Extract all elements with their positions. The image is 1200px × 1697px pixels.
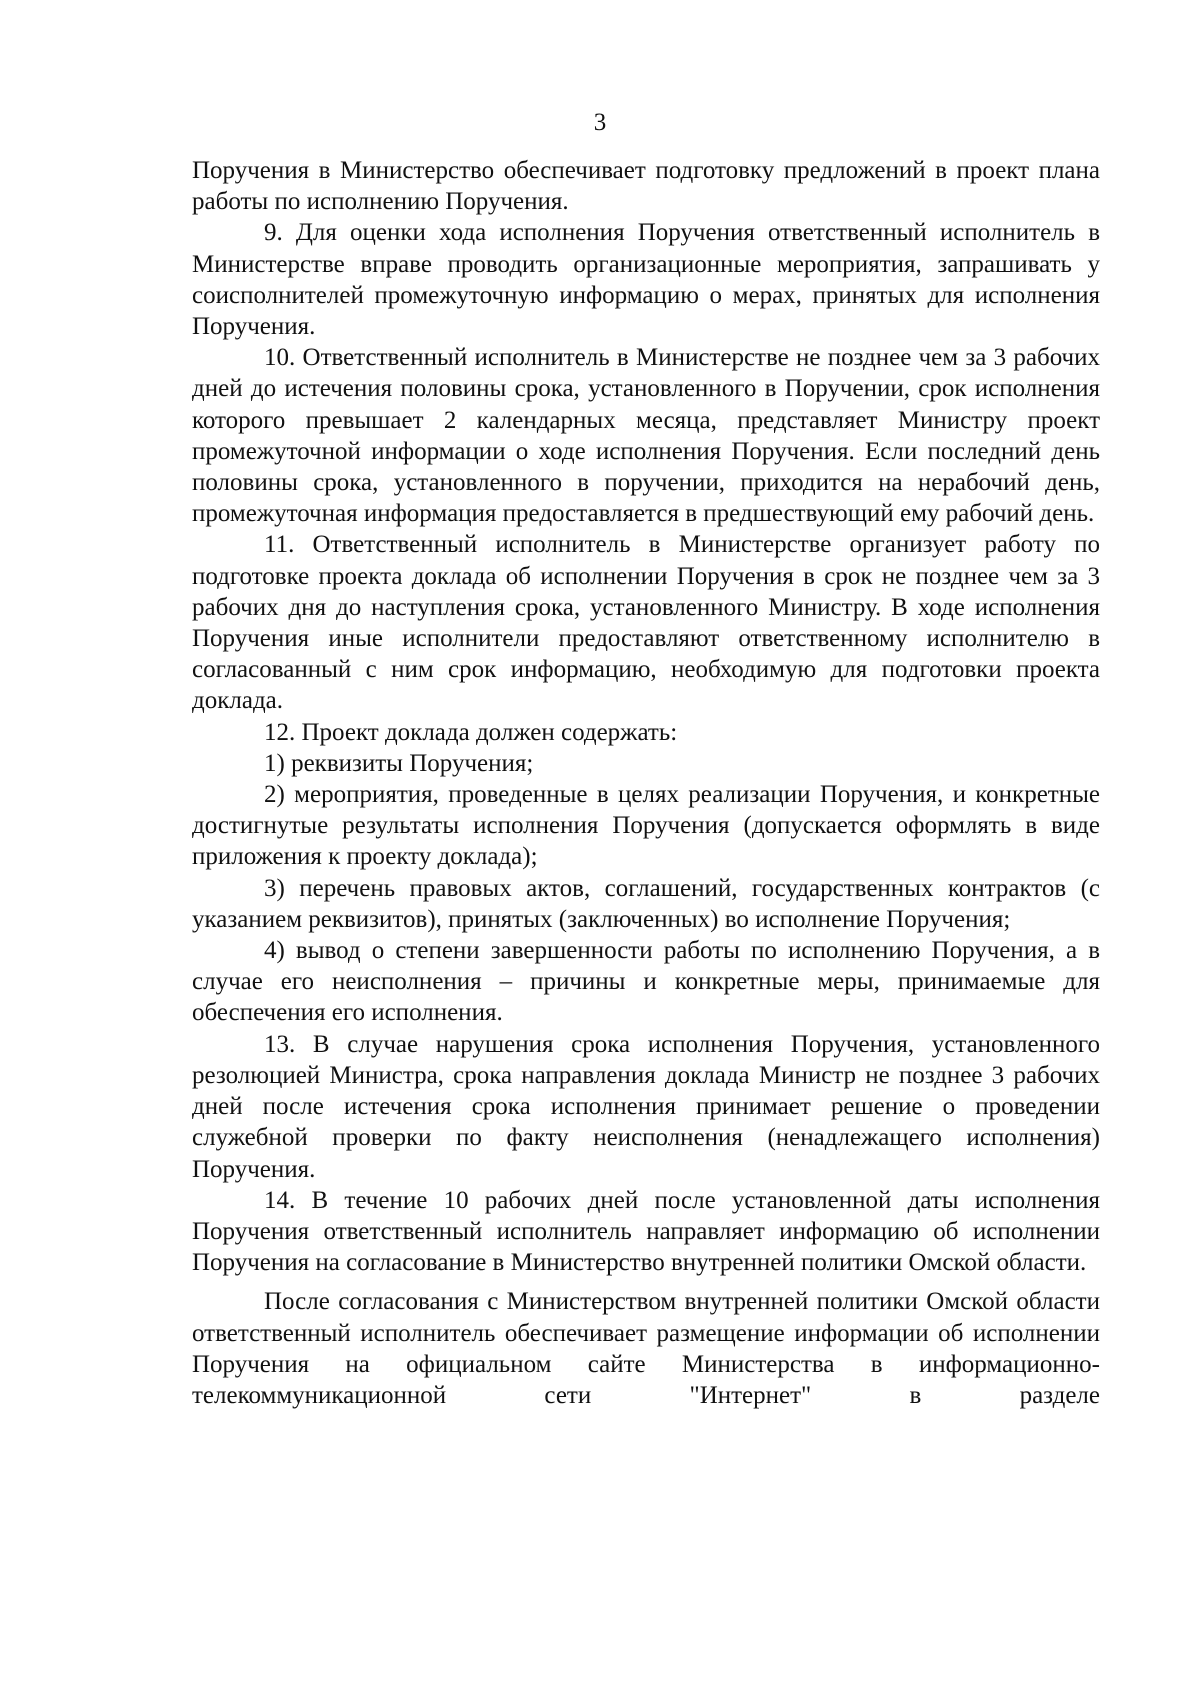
document-body	[192, 155, 1100, 1411]
paragraph-subitem-4: 4) вывод о степени завершенности работы по исполнению Поручения, а в случае его неисполнения – причины и конкретные меры, принимаемые для обеспечения его исполнения.	[192, 937, 1100, 1027]
paragraph-item-9: 9. Для оценки хода исполнения Поручения ответственный исполнитель в Министерстве вправе проводить организационные мероприятия, запрашивать у соисполнителей промежуточную информацию о мерах, принятых для исполнения Поручения.	[192, 219, 1100, 341]
paragraph-subitem-1: 1) реквизиты Поручения;	[264, 749, 534, 777]
paragraph-item-14: 14. В течение 10 рабочих дней после установленной даты исполнения Поручения ответственный исполнитель направляет информацию об исполнении Поручения на согласование в Министерство внутренней политики Омской области.	[192, 1186, 1100, 1277]
paragraph-after-approval: После согласования с Министерством внутренней политики Омской области ответственный исполнитель обеспечивает размещение информации об исполнении Поручения на официальном сайте Министерства в информационно-телекоммуникационной сети "Интернет" в разделе	[192, 1288, 1100, 1409]
paragraph-subitem-3: 3) перечень правовых актов, соглашений, государственных контрактов (с указанием реквизитов), принятых (заключенных) во исполнение Поручения;	[192, 874, 1100, 933]
paragraph-subitem-2: 2) мероприятия, проведенные в целях реализации Поручения, и конкретные достигнутые результаты исполнения Поручения (допускается оформлять в виде приложения к проекту доклада);	[192, 781, 1100, 871]
paragraph-item-11: 11. Ответственный исполнитель в Министерстве организует работу по подготовке проекта доклада об исполнении Поручения в срок не позднее чем за 3 рабочих дня до наступления срока, установленного Министру. В ходе исполнения Поручения иные исполнители предоставляют ответственному исполнителю в согласованный с ним срок информацию, необходимую для подготовки проекта доклада.	[192, 531, 1100, 715]
paragraph-item-12: 12. Проект доклада должен содержать:	[264, 718, 678, 746]
page-number: 3	[593, 109, 607, 136]
paragraph-item-10: 10. Ответственный исполнитель в Министерстве не позднее чем за 3 рабочих дней до истечения половины срока, установленного в Поручении, срок исполнения которого превышает 2 календарных месяца, представляет Министру проект промежуточной информации о ходе исполнения Поручения. Если последний день половины срока, установленного в поручении, приходится на нерабочий день, промежуточная информация предоставляется в предшествующий ему рабочий день.	[192, 344, 1100, 528]
paragraph-item-13: 13. В случае нарушения срока исполнения Поручения, установленного резолюцией Министра, срока направления доклада Министр не позднее 3 рабочих дней после истечения срока исполнения принимает решение о проведении служебной проверки по факту неисполнения (ненадлежащего исполнения) Поручения.	[192, 1030, 1100, 1183]
paragraph-continuation: Поручения в Министерство обеспечивает подготовку предложений в проект плана работы по исполнению Поручения.	[192, 157, 1100, 216]
